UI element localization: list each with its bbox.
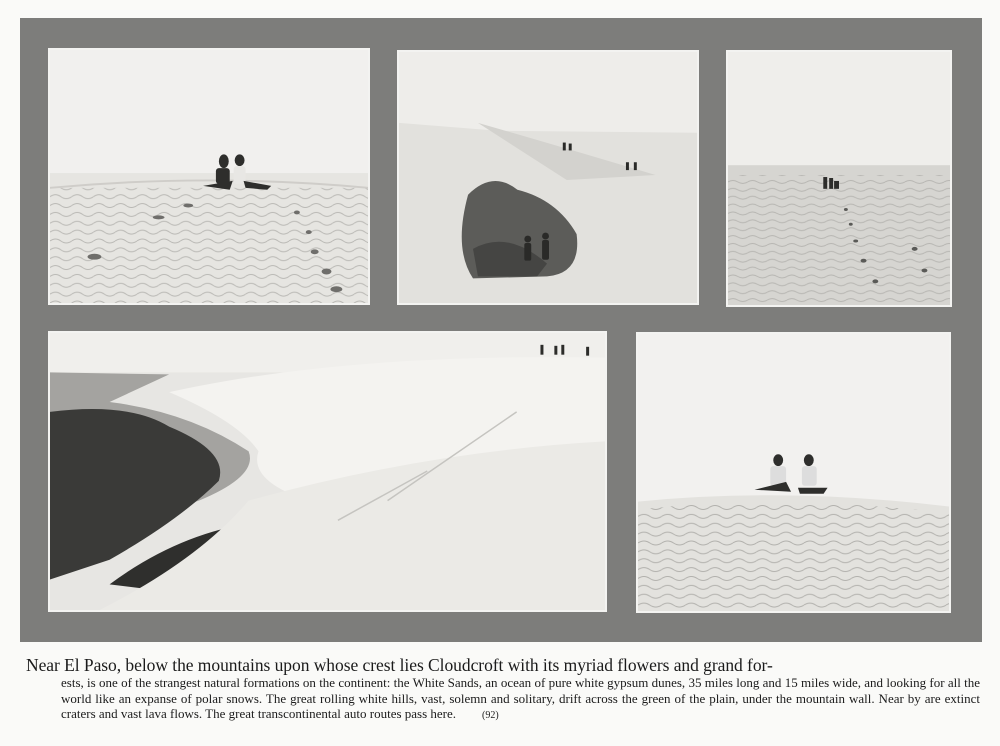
photo-women-seated-on-dune <box>48 48 370 305</box>
photo-women-atop-dune <box>636 332 951 613</box>
photo-hollow-in-dune <box>397 50 699 305</box>
caption-body <box>61 675 980 724</box>
photo-footprint-trail <box>726 50 952 307</box>
caption-body-text: ests, is one of the strangest natural formations on the continent: the White Sands, an ocean of pure white gypsum dunes, 35 miles long and 15 miles wide, and looking for all the world like an expanse of polar snows. The great rolling white hills, vast, solemn and solitary, drift across the green of the plain, under the mountain wall. Near by are extinct craters and vast lava flows. The great transcontinental auto routes pass here. <box>61 675 980 721</box>
caption-lead-line: Near El Paso, below the mountains upon whose crest lies Cloudcroft with its myriad flowers and grand for- <box>26 655 773 675</box>
photo-caption <box>26 656 980 724</box>
page-number: (92) <box>482 710 499 721</box>
photo-dune-edge-vegetation <box>48 331 607 612</box>
